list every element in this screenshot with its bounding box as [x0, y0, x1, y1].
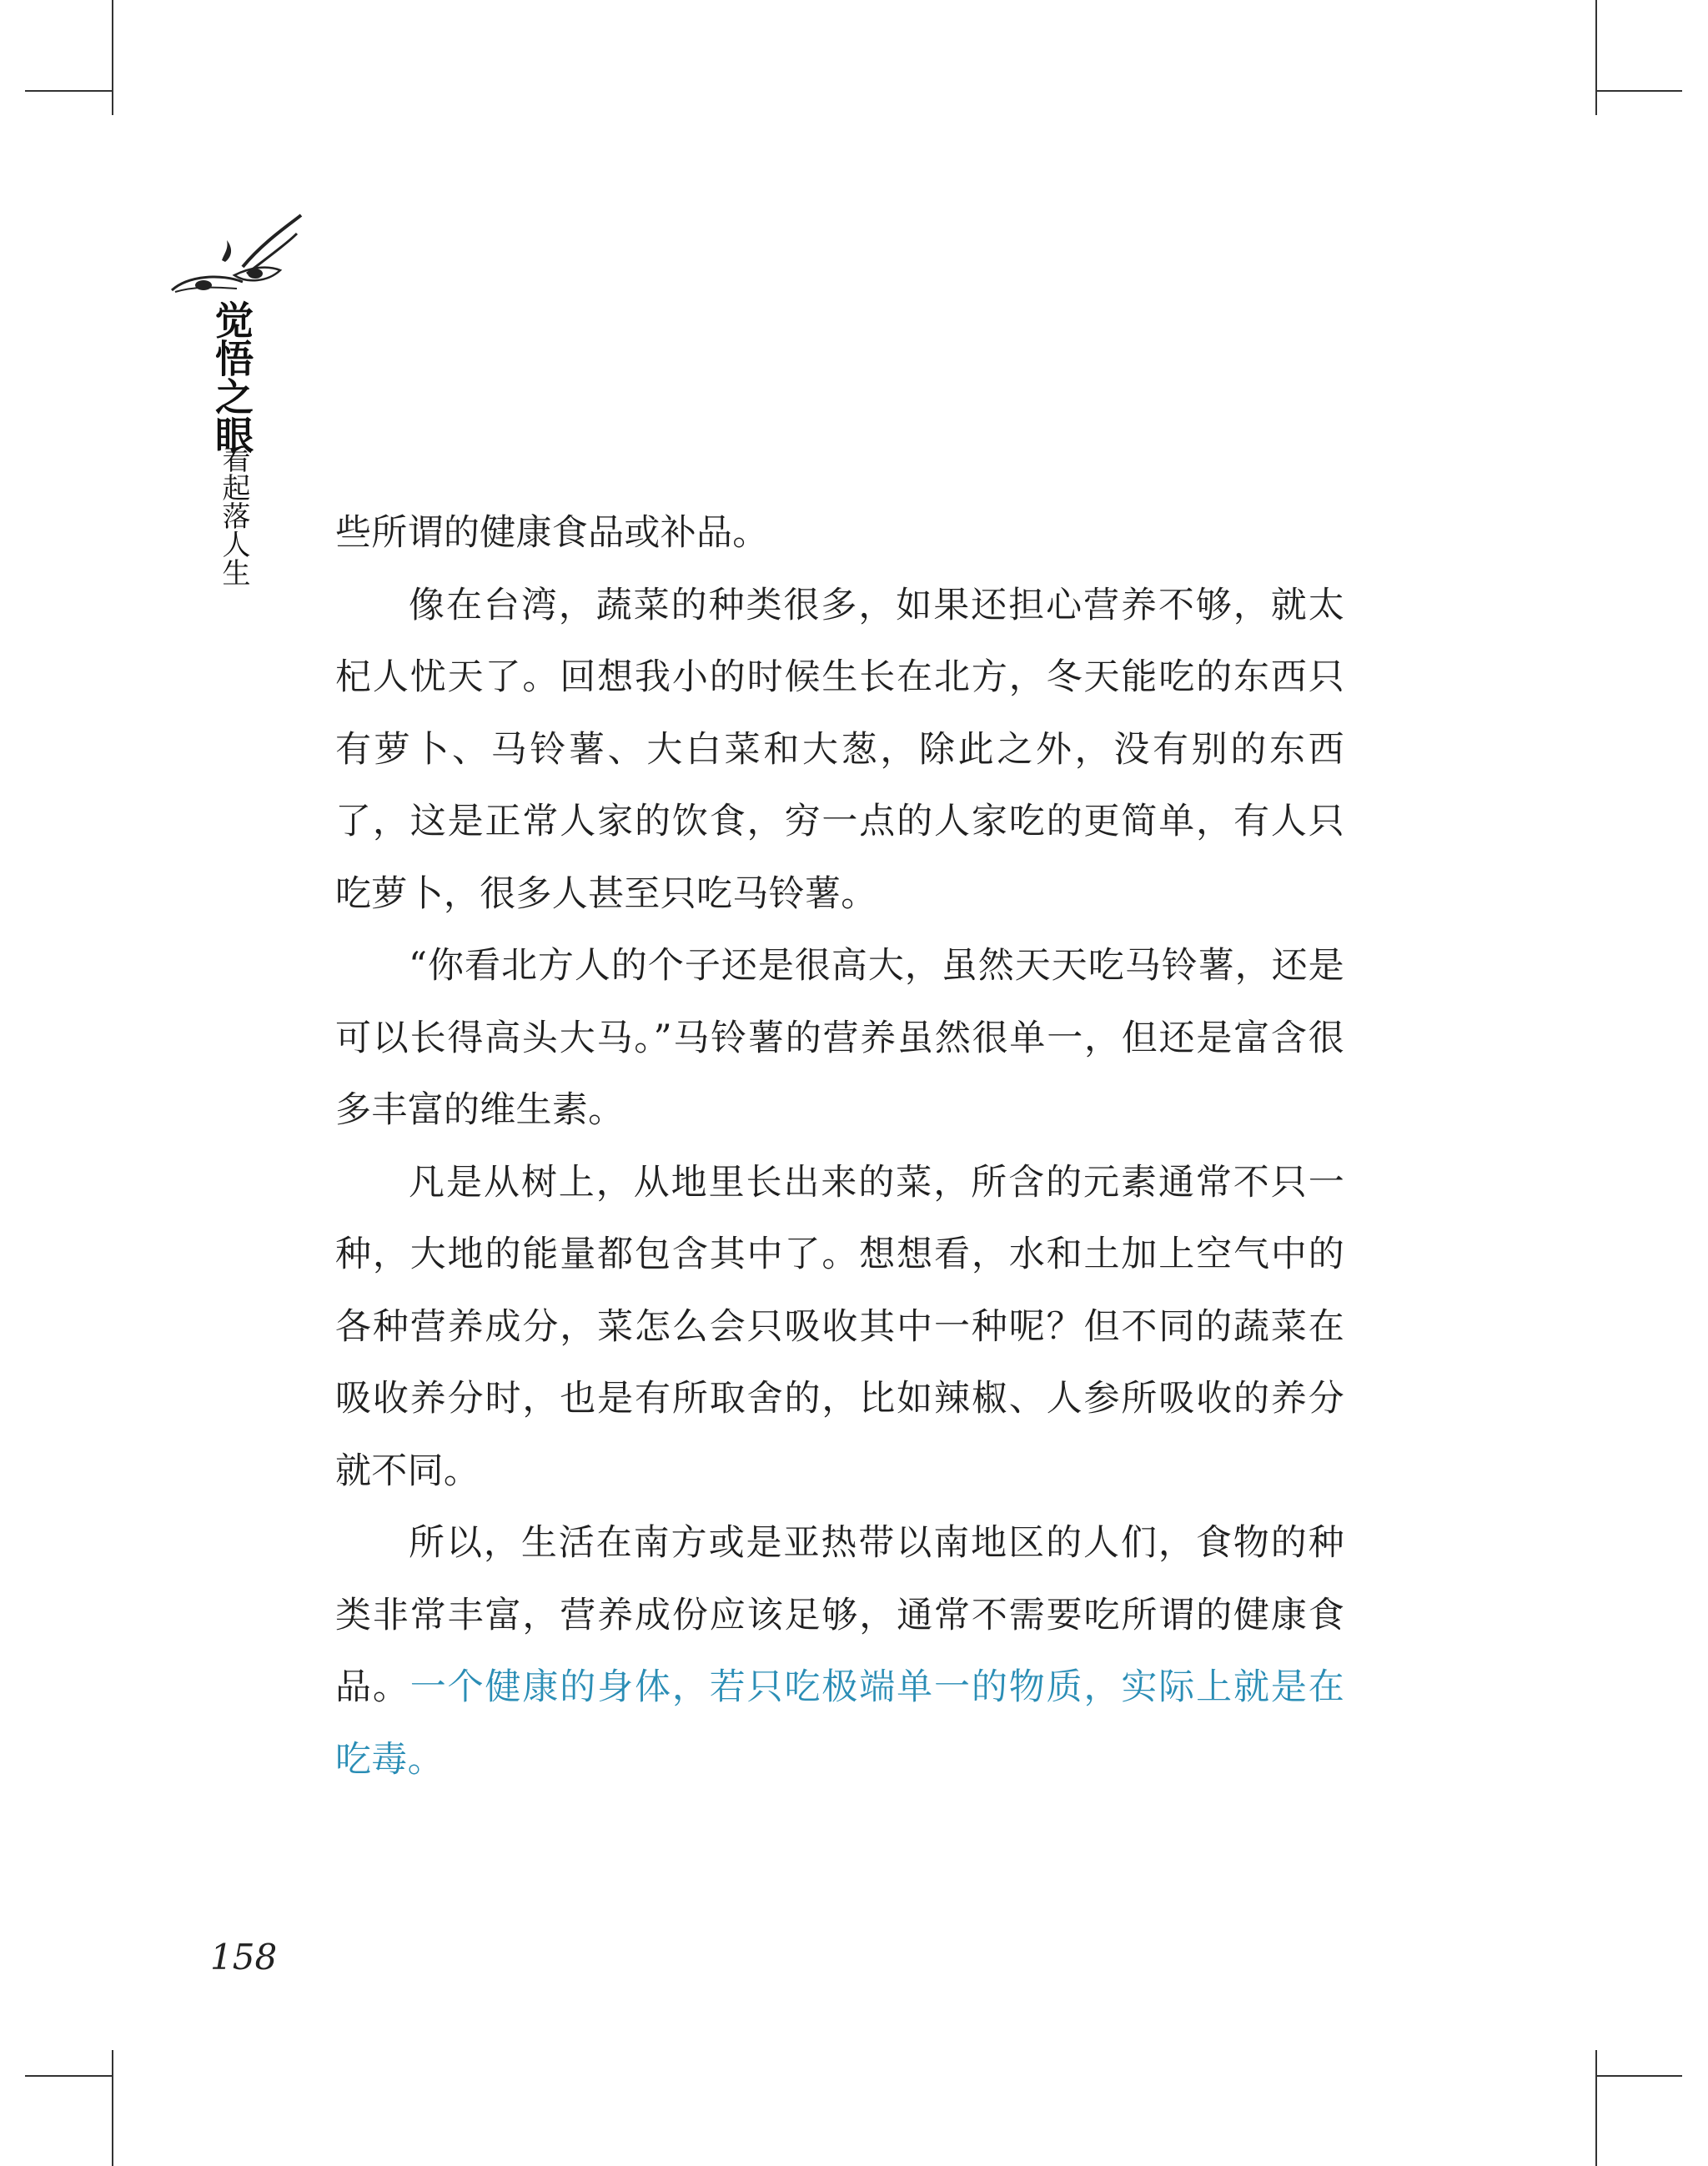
page-number: 158 — [210, 1937, 278, 1978]
crop-mark — [1595, 0, 1597, 115]
body-text — [335, 497, 1344, 1796]
paragraph: 像在台湾，蔬菜的种类很多，如果还担心营养不够，就太杞人忧天了。回想我小的时候生长在北方，冬天能吃的东西只有萝卜、马铃薯、大白菜和大葱，除此之外，没有别的东西了，这是正常人家的饮食，穷一点的人家吃的更简单，有人只吃萝卜，很多人甚至只吃马铃薯。 — [335, 584, 1344, 915]
paragraph: “你看北方人的个子还是很高大，虽然天天吃马铃薯，还是可以长得高头大马。”马铃薯的营养虽然很单一，但还是富含很多丰富的维生素。 — [335, 945, 1344, 1131]
crop-mark — [25, 2075, 112, 2077]
crop-mark — [112, 2050, 113, 2166]
book-title: 觉悟之眼 — [209, 300, 254, 454]
crop-mark — [112, 0, 113, 115]
book-subtitle: 看起落人生 — [217, 445, 250, 586]
highlighted-quote: 一个健康的身体，若只吃极端单一的物质，实际上就是在吃毒。 — [335, 1666, 1344, 1781]
crop-mark — [1595, 2075, 1682, 2077]
paragraph: 凡是从树上，从地里长出来的菜，所含的元素通常不只一种，大地的能量都包含其中了。想想看，水和土加上空气中的各种营养成分，菜怎么会只吸收其中一种呢？但不同的蔬菜在吸收养分时，也是有所取舍的，比如辣椒、人参所吸收的养分就不同。 — [335, 1161, 1344, 1492]
crop-mark — [25, 90, 112, 92]
eye-logo-icon — [163, 209, 305, 300]
paragraph-text: 所以，生活在南方或是亚热带以南地区的人们，食物的种类非常丰富，营养成份应该足够，通常不需要吃所谓的健康食品。 — [335, 1522, 1344, 1708]
crop-mark — [1595, 2050, 1597, 2166]
crop-mark — [1595, 90, 1682, 92]
paragraph — [335, 1507, 1344, 1796]
paragraph: 些所谓的健康食品或补品。 — [335, 512, 769, 554]
